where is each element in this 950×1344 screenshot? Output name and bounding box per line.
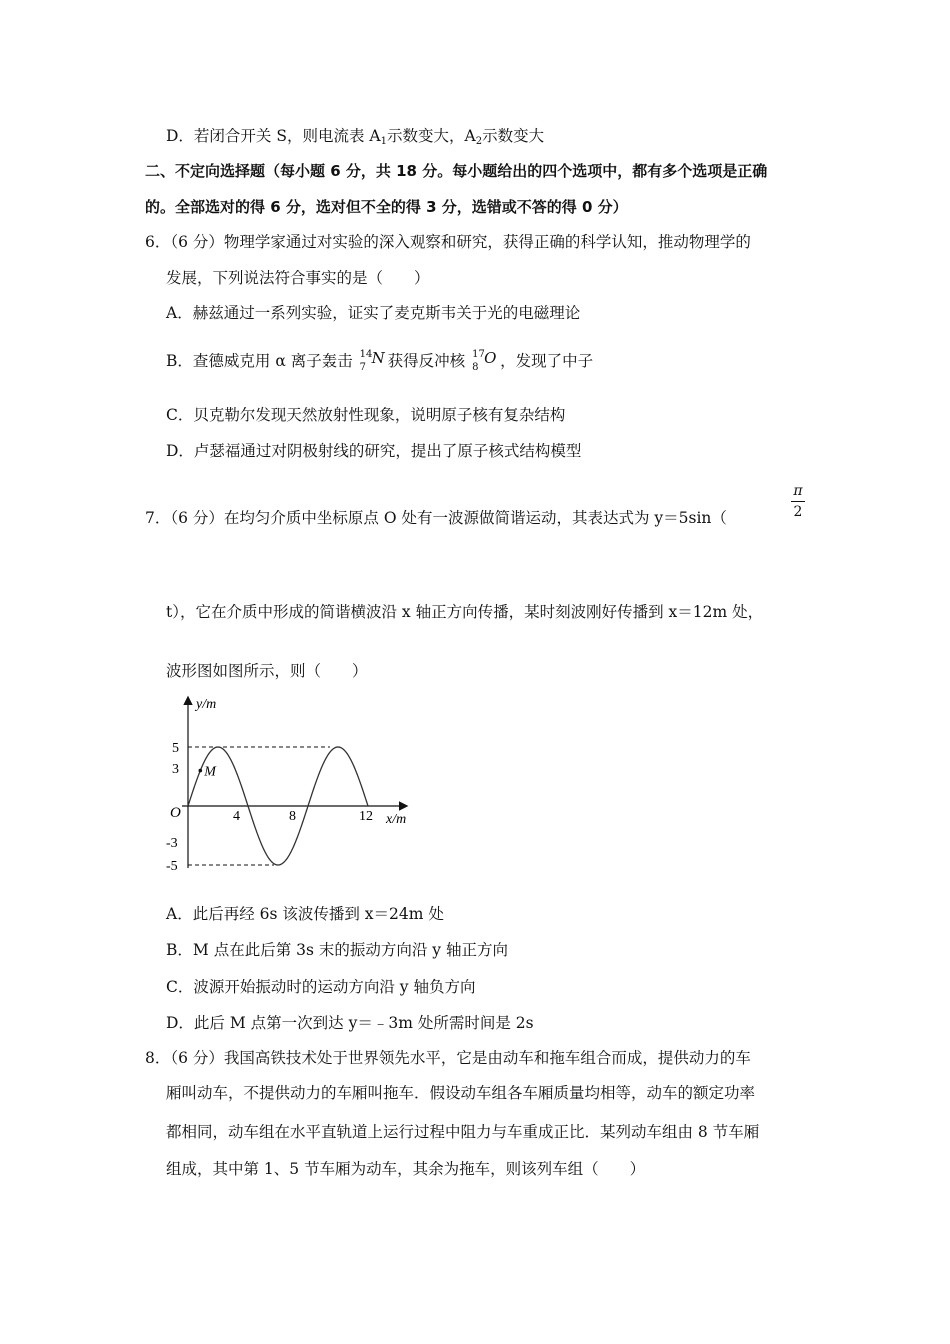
point-m-marker xyxy=(199,769,203,773)
q7-option-b: B．M 点在此后第 3s 末的振动方向沿 y 轴正方向 xyxy=(166,941,508,959)
q8-stem-line1: 8．（6 分）我国高铁技术处于世界领先水平，它是由动车和拖车组合而成，提供动力的车 xyxy=(145,1049,751,1067)
q8-stem-line4: 组成，其中第 1、5 节车厢为动车，其余为拖车，则该列车组（ ） xyxy=(166,1160,646,1178)
point-m-label: M xyxy=(204,764,216,780)
q6-option-a: A．赫兹通过一系列实验，证实了麦克斯韦关于光的电磁理论 xyxy=(166,304,581,322)
y-tick-minus3: -3 xyxy=(166,836,178,851)
q5-option-d: D．若闭合开关 S，则电流表 $A_1$示数变大，$A_2$示数变大 xyxy=(166,127,545,147)
q6-option-b-part3: ，发现了中子 xyxy=(500,352,594,370)
q7-stem-line3: 波形图如图所示，则（ ） xyxy=(166,662,368,680)
y-axis-label: y/m xyxy=(196,697,217,712)
q6-option-b-part1: B．查德威克用 α 离子轰击 xyxy=(166,352,353,370)
x-tick-12: 12 xyxy=(359,809,373,824)
y-tick-3: 3 xyxy=(172,762,179,777)
q6-option-d: D．卢瑟福通过对阴极射线的研究，提出了原子核式结构模型 xyxy=(166,442,582,460)
y-tick-minus5: -5 xyxy=(166,859,178,874)
section-heading-line1: 二、不定向选择题（每小题 6 分，共 18 分。每小题给出的四个选项中，都有多个选项是正确 xyxy=(145,162,768,180)
q7-option-d: D．此后 M 点第一次到达 y＝﹣3m 处所需时间是 2s xyxy=(166,1014,534,1032)
wave-figure xyxy=(160,690,420,880)
q6-stem-line2: 发展，下列说法符合事实的是（ ） xyxy=(166,269,430,287)
q7-option-a: A．此后再经 6s 该波传播到 x＝24m 处 xyxy=(166,905,444,923)
q6-stem-line1: 6．（6 分）物理学家通过对实验的深入观察和研究，获得正确的科学认知，推动物理学的 xyxy=(145,233,751,251)
q7-option-c: C．波源开始振动时的运动方向沿 y 轴负方向 xyxy=(166,978,476,996)
pi-over-2-fraction: π 2 xyxy=(788,483,808,520)
q6-option-b-part2: 获得反冲核 xyxy=(387,352,466,370)
q6-option-c: C．贝克勒尔发现天然放射性现象，说明原子核有复杂结构 xyxy=(166,406,566,424)
q8-stem-line2: 厢叫动车，不提供动力的车厢叫拖车．假设动车组各车厢质量均相等，动车的额定功率 xyxy=(166,1084,756,1102)
x-axis-label: x/m xyxy=(386,812,407,827)
q6-option-b xyxy=(166,351,593,372)
section-heading-line2: 的。全部选对的得 6 分，选对但不全的得 3 分，选错或不答的得 0 分） xyxy=(145,198,628,216)
nuclide-nitrogen: 14 7 N xyxy=(359,349,385,373)
q7-stem-line1: 7．（6 分）在均匀介质中坐标原点 O 处有一波源做简谐运动，其表达式为 y＝5sin（ xyxy=(145,509,727,527)
origin-label: O xyxy=(170,805,181,821)
q7-stem-line2: t），它在介质中形成的简谐横波沿 x 轴正方向传播，某时刻波刚好传播到 x＝12m 处， xyxy=(166,603,764,621)
y-tick-5: 5 xyxy=(172,741,179,756)
x-tick-8: 8 xyxy=(289,809,296,824)
x-tick-4: 4 xyxy=(233,809,240,824)
nuclide-oxygen: 17 8 O xyxy=(472,349,497,373)
q8-stem-line3: 都相同，动车组在水平直轨道上运行过程中阻力与车重成正比．某列动车组由 8 节车厢 xyxy=(166,1123,760,1141)
